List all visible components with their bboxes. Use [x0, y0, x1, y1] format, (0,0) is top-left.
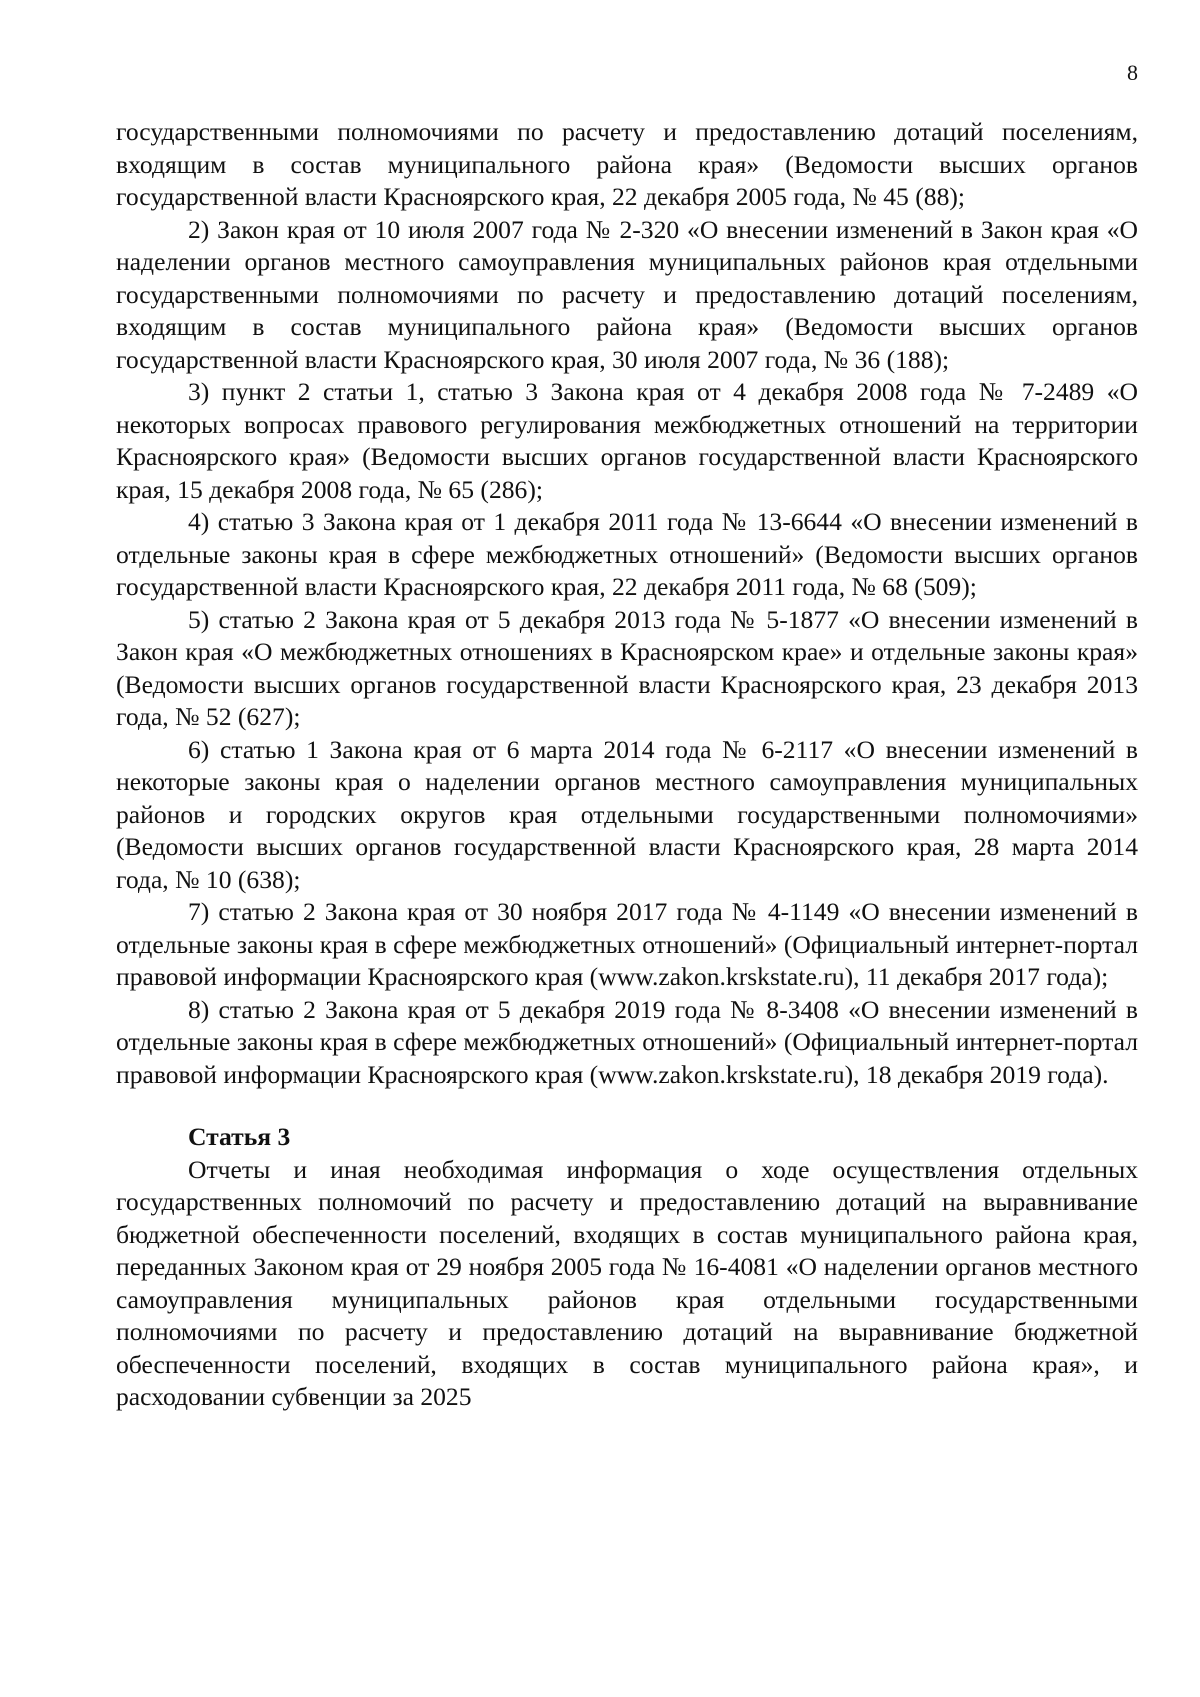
- list-item-8: 8) статью 2 Закона края от 5 декабря 2019 года № 8-3408 «О внесении изменений в отдельные законы края в сфере межбюджетных отношений» (Официальный интернет-портал правовой информации Красноярского края (www.zakon.krskstate.ru), 18 декабря 2019 года).: [116, 994, 1138, 1089]
- list-item-7: 7) статью 2 Закона края от 30 ноября 2017 года № 4-1149 «О внесении изменений в отдельные законы края в сфере межбюджетных отношений» (Официальный интернет-портал правовой информации Красноярского края (www.zakon.krskstate.ru), 11 декабря 2017 года);: [116, 897, 1138, 991]
- page-number: 8: [1127, 60, 1138, 85]
- article-heading: Статья 3: [188, 1122, 291, 1151]
- list-item-6: 6) статью 1 Закона края от 6 марта 2014 года № 6-2117 «О внесении изменений в некоторые законы края о наделении органов местного самоуправления муниципальных районов и городских округов края отдельными государственными полномочиями» (Ведомости высших органов государственной власти Красноярского края, 28 марта 2014 года, № 10 (638);: [116, 734, 1138, 894]
- article-paragraph: Отчеты и иная необходимая информация о ходе осуществления отдельных государственных полномочий по расчету и предоставлению дотаций на выравнивание бюджетной обеспеченности поселений, входящих в состав муниципального района края, переданных Законом края от 29 ноября 2005 года № 16-4081 «О наделении органов местного самоуправления муниципальных районов края отдельными государственными полномочиями по расчету и предоставлению дотаций на выравнивание бюджетной обеспеченности поселений, входящих в состав муниципального района края», и расходовании субвенции за 2025: [116, 1154, 1138, 1411]
- list-item-3: 3) пункт 2 статьи 1, статью 3 Закона края от 4 декабря 2008 года № 7-2489 «О некоторых вопросах правового регулирования межбюджетных отношений на территории Красноярского края» (Ведомости высших органов государственной власти Красноярского края, 15 декабря 2008 года, № 65 (286);: [116, 377, 1138, 504]
- list-item-4: 4) статью 3 Закона края от 1 декабря 2011 года № 13-6644 «О внесении изменений в отдельные законы края в сфере межбюджетных отношений» (Ведомости высших органов государственной власти Красноярского края, 22 декабря 2011 года, № 68 (509);: [116, 507, 1138, 601]
- list-item-2: 2) Закон края от 10 июля 2007 года № 2-320 «О внесении изменений в Закон края «О наделении органов местного самоуправления муниципальных районов края отдельными государственными полномочиями по расчету и предоставлению дотаций поселениям, входящим в состав муниципального района края» (Ведомости высших органов государственной власти Красноярского края, 30 июля 2007 года, № 36 (188);: [116, 214, 1138, 374]
- list-item-5: 5) статью 2 Закона края от 5 декабря 2013 года № 5-1877 «О внесении изменений в Закон края «О межбюджетных отношениях в Красноярском крае» и отдельные законы края» (Ведомости высших органов государственной власти Красноярского края, 23 декабря 2013 года, № 52 (627);: [116, 604, 1138, 731]
- paragraph-continuation: государственными полномочиями по расчету и предоставлению дотаций поселениям, входящим в состав муниципального района края» (Ведомости высших органов государственной власти Красноярского края, 22 декабря 2005 года, № 45 (88);: [116, 117, 1138, 211]
- document-body: [116, 116, 1138, 1414]
